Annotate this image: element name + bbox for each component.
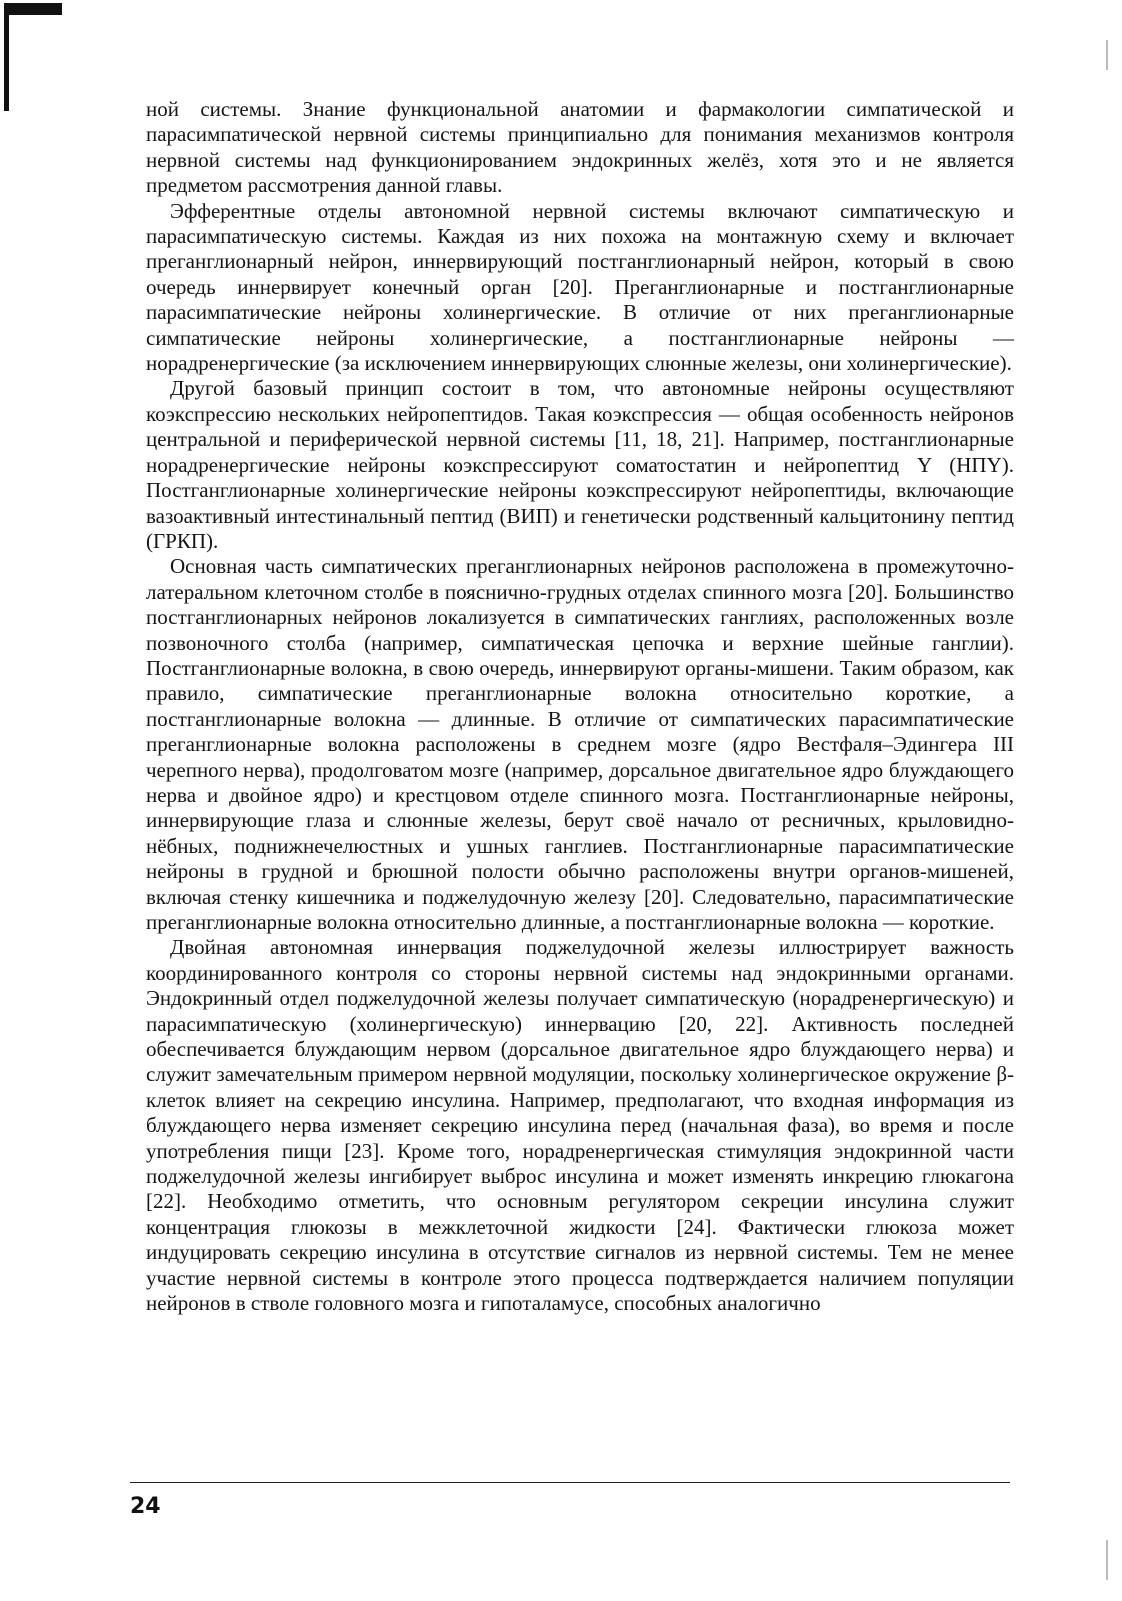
paragraph: Другой базовый принцип состоит в том, что автономные нейроны осуществляют коэкспрессию нескольких нейропептидов. Такая коэкспрессия — общая особенность нейронов центральной и периферической нервной системы [11, 18, 21]. Например, постганглионарные норадренергические нейроны коэкспрессируют соматостатин и нейропептид Y (НПY). Постганглионарные холинергические нейроны коэкспрессируют нейропептиды, включающие вазоактивный интестинальный пептид (ВИП) и генетически родственный кальцитонину пептид (ГРКП). — [146, 376, 1014, 553]
scan-corner-vertical — [4, 3, 9, 111]
paragraph: Основная часть симпатических преганглионарных нейронов расположена в промежуточно-латеральном клеточном столбе в пояснично-грудных отделах спинного мозга [20]. Большинство постганглионарных нейронов локализуется в симпатических ганглиях, расположенных возле позвоночного столба (например, симпатическая цепочка и верхние шейные ганглии). Постганглионарные волокна, в свою очередь, иннервируют органы-мишени. Таким образом, как правило, симпатические преганглионарные волокна относительно короткие, а постганглионарные волокна — длинные. В отличие от симпатических парасимпатические преганглионарные волокна расположены в среднем мозге (ядро Вестфаля–Эдингера III черепного нерва), продолговатом мозге (например, дорсальное двигательное ядро блуждающего нерва и двойное ядро) и крестцовом отделе спинного мозга. Постганглионарные нейроны, иннервирующие глаза и слюнные железы, берут своё начало от ресничных, крыловидно-нёбных, поднижнечелюстных и ушных ганглиев. Постганглионарные парасимпатические нейроны в грудной и брюшной полости обычно расположены внутри органов-мишеней, включая стенку кишечника и поджелудочную железу [20]. Следовательно, парасимпатические преганглионарные волокна относительно длинные, а постганглионарные волокна — короткие. — [146, 554, 1014, 934]
scan-edge-mark — [1106, 40, 1108, 70]
scan-edge-mark — [1106, 1540, 1108, 1580]
paragraph: Эфферентные отделы автономной нервной системы включают симпатическую и парасимпатическую системы. Каждая из них похожа на монтажную схему и включает преганглионарный нейрон, иннервирующий постганглионарный нейрон, который в свою очередь иннервирует конечный орган [20]. Преганглионарные и постганглионарные парасимпатические нейроны холинергические. В отличие от них преганглионарные симпатические нейроны холинергические, а постганглионарные нейроны — норадренергические (за исключением иннервирующих слюнные железы, они холинергические). — [146, 198, 1014, 376]
paragraph: ной системы. Знание функциональной анатомии и фармакологии симпатической и парасимпатической нервной системы принципиально для понимания механизмов контроля нервной системы над функционированием эндокринных желёз, хотя это и не является предметом рассмотрения данной главы. — [146, 97, 1014, 198]
footer-rule — [130, 1482, 1010, 1483]
page-number: 24 — [130, 1494, 161, 1519]
paragraph: Двойная автономная иннервация поджелудочной железы иллюстрирует важность координированного контроля со стороны нервной системы над эндокринными органами. Эндокринный отдел поджелудочной железы получает симпатическую (норадренергическую) и парасимпатическую (холинергическую) иннервацию [20, 22]. Активность последней обеспечивается блуждающим нервом (дорсальное двигательное ядро блуждающего нерва) и служит замечательным примером нервной модуляции, поскольку холинергическое окружение β-клеток влияет на секрецию инсулина. Например, предполагают, что входная информация из блуждающего нерва изменяет секрецию инсулина перед (начальная фаза), во время и после употребления пищи [23]. Кроме того, норадренергическая стимуляция эндокринной части поджелудочной железы ингибирует выброс инсулина и может изменять инкрецию глюкагона [22]. Необходимо отметить, что основным регулятором секреции инсулина служит концентрация глюкозы в межклеточной жидкости [24]. Фактически глюкоза может индуцировать секрецию инсулина в отсутствие сигналов из нервной системы. Тем не менее участие нервной системы в контроле этого процесса подтверждается наличием популяции нейронов в стволе головного мозга и гипоталамусе, способных аналогично — [146, 935, 1014, 1316]
body-text — [146, 97, 1014, 1317]
scan-corner-horizontal — [4, 3, 62, 15]
